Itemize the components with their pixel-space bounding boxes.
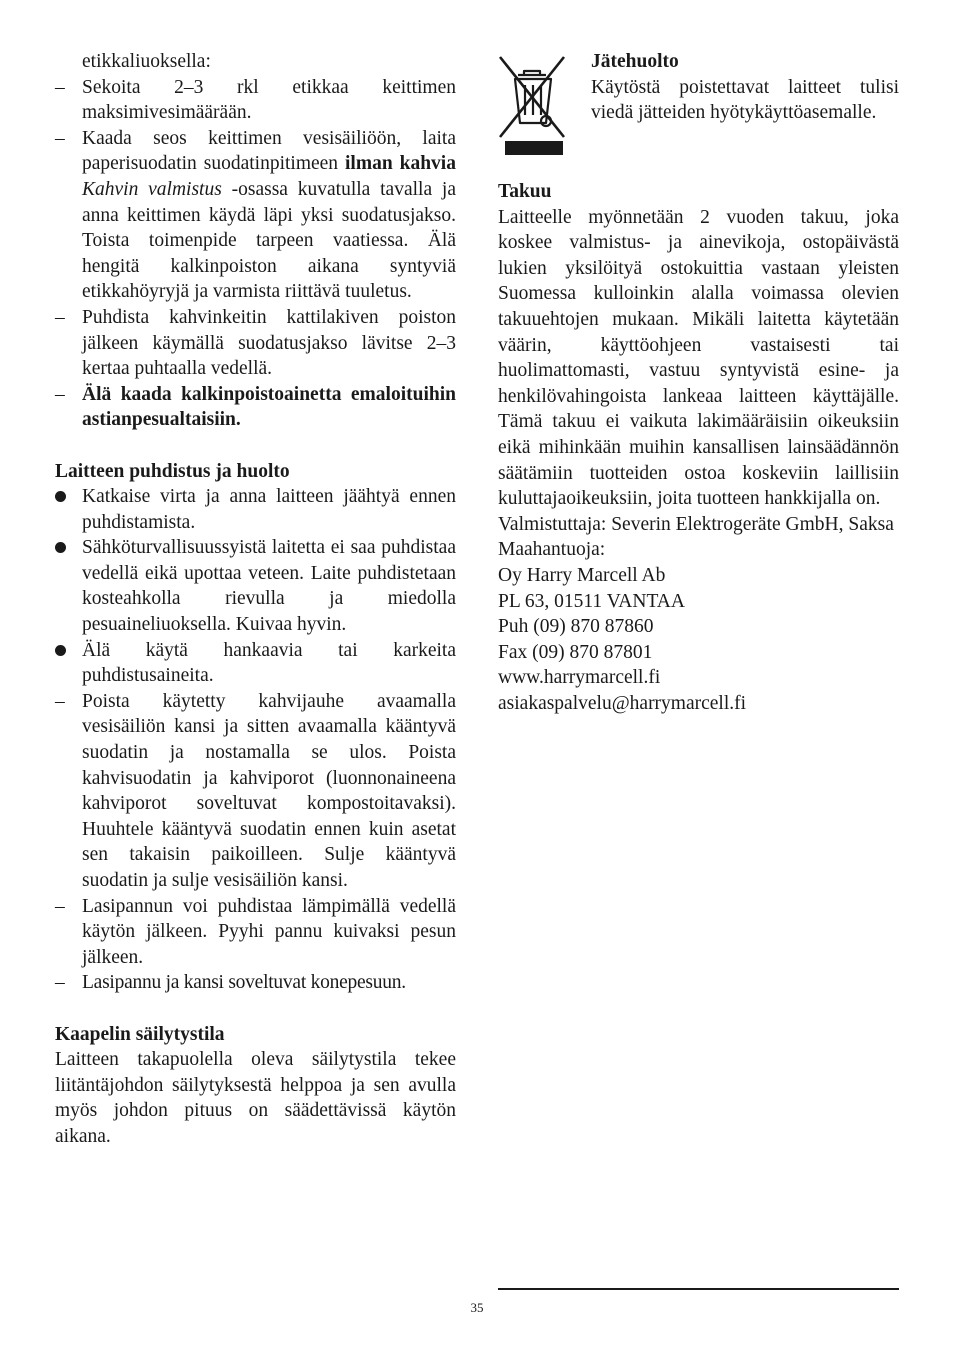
list-item bbox=[55, 382, 456, 433]
crossed-out-wheelie-bin-icon bbox=[498, 53, 570, 157]
emphasis-bold: ilman kahvia bbox=[345, 153, 456, 175]
importer-fax: Fax (09) 870 87801 bbox=[498, 641, 653, 663]
page-number: 35 bbox=[470, 1300, 484, 1315]
cleaning-heading: Laitteen puhdistus ja huolto bbox=[55, 460, 290, 482]
bullet-icon bbox=[55, 542, 66, 553]
list-item: – Sekoita 2–3 rkl etikkaa keittimen maksimivesimäärään. bbox=[55, 76, 456, 124]
bullet-icon bbox=[55, 645, 66, 656]
list-item: Sähköturvallisuussyistä laitetta ei saa puhdistaa vedellä eikä upottaa veteen. Laite puhdistetaan kosteahkolla rievulla ja miedolla pesuaineliuoksella. Kuivaa hyvin. bbox=[55, 535, 456, 637]
disposal-text: Käytöstä poistettavat laitteet tulisi viedä jätteiden hyötykäyttöasemalle. bbox=[591, 76, 899, 124]
bullet-icon bbox=[55, 491, 66, 502]
list-item: Katkaise virta ja anna laitteen jäähtyä ennen puhdistamista. bbox=[55, 484, 456, 535]
list-item: – Puhdista kahvinkeitin kattilakiven poiston jälkeen käymällä suodatusjakso lävitse 2–3 kertaa puhtaalla vedellä. bbox=[55, 306, 456, 380]
dash-marker: – bbox=[55, 127, 65, 149]
emphasis-italic: Kahvin valmistus bbox=[82, 178, 222, 200]
dash-marker: – bbox=[55, 895, 65, 917]
cleaning-dashes-list bbox=[55, 689, 456, 996]
disposal-heading: Jätehuolto bbox=[591, 51, 679, 72]
warranty-text: Laitteelle myönnetään 2 vuoden takuu, joka koskee valmistus- ja ainevikoja, ostopäivästä lukien yksilöityä ostokuittia vastaan yleisten Suomessa kulloinkin alalla voimassa olevien takuuehtojen mukaan. Mikäli laitetta käytetään väärin, käyttöohjeen vastaisesti tai huolimattomasti, vastuu syntyvistä esine- ja henkilövahingoista lankeaa laitteen käyttäjälle. Tämä takuu ei vaikuta lakimääräisiin oikeuksiin eikä mihinkään muihin kansallisen lainsäädännön säätämiin tuotteiden ostoa koskeviin laillisiin kuluttajaoikeuksiin, joita tuotteen hankkijalla on. bbox=[498, 206, 899, 510]
right-column bbox=[498, 49, 899, 716]
cleaning-bullets-list bbox=[55, 484, 456, 689]
list-item: – Poista käytetty kahvijauhe avaamalla vesisäiliön kansi ja sitten avaamalla kääntyvä suodatin ja nostamalla se ulos. Poista kahvisuodatin ja kahviporot (luonnonaineena kahviporot soveltuvat kompostoitavaksi). Huuhtele kääntyvä suodatin ennen kuin asetat sen takaisin paikoilleen. Sulje kääntyvä suodatin ja sulje vesisäiliön kansi. bbox=[55, 690, 456, 891]
importer-email: asiakaspalvelu@harrymarcell.fi bbox=[498, 692, 747, 714]
cable-heading: Kaapelin säilytystila bbox=[55, 1023, 225, 1045]
list-item: – Lasipannu ja kansi soveltuvat konepesuun. bbox=[55, 970, 456, 996]
dash-marker: – bbox=[55, 383, 65, 405]
intro-line: etikkaliuoksella: bbox=[82, 51, 211, 72]
manufacturer-text: Valmistuttaja: Severin Elektrogeräte GmbH, Saksa bbox=[498, 513, 894, 535]
footer-rule bbox=[498, 1288, 899, 1290]
disposal-section bbox=[498, 49, 899, 159]
warning-text: Älä kaada kalkinpoistoainetta emaloituihin astianpesualtaisiin. bbox=[82, 383, 456, 431]
dash-marker: – bbox=[55, 690, 65, 712]
importer-phone: Puh (09) 870 87860 bbox=[498, 616, 654, 638]
dash-marker: – bbox=[55, 76, 65, 98]
importer-label: Maahantuoja: bbox=[498, 539, 606, 561]
descale-steps-list bbox=[55, 75, 456, 433]
importer-name: Oy Harry Marcell Ab bbox=[498, 564, 666, 586]
list-item: – Kaada seos keittimen vesisäiliöön, laita paperisuodatin suodatinpitimeen ilman kahvia Kahvin valmistus -osassa kuvatulla tavalla ja anna keittimen käydä läpi yksi suodatusjakso. Toista toimenpide tarpeen vaatiessa. Älä hengitä kalkinpoiston aikana syntyviä etikkahöyryjä ja varmista riittävä tuuletus. bbox=[55, 127, 456, 303]
importer-address: PL 63, 01511 VANTAA bbox=[498, 590, 685, 612]
dash-marker: – bbox=[55, 972, 65, 994]
list-item: – Lasipannun voi puhdistaa lämpimällä vedellä käytön jälkeen. Pyyhi pannu kuivaksi pesun jälkeen. bbox=[55, 895, 456, 968]
importer-website: www.harrymarcell.fi bbox=[498, 667, 661, 689]
left-column bbox=[55, 49, 456, 1150]
dash-marker: – bbox=[55, 306, 65, 328]
cable-text: Laitteen takapuolella oleva säilytystila tekee liitäntäjohdon säilytyksestä helppoa ja sen avulla myös johdon pituus on säädettävissä käytön aikana. bbox=[55, 1049, 456, 1147]
list-item: Älä käytä hankaavia tai karkeita puhdistusaineita. bbox=[55, 638, 456, 689]
warranty-heading: Takuu bbox=[498, 181, 552, 202]
